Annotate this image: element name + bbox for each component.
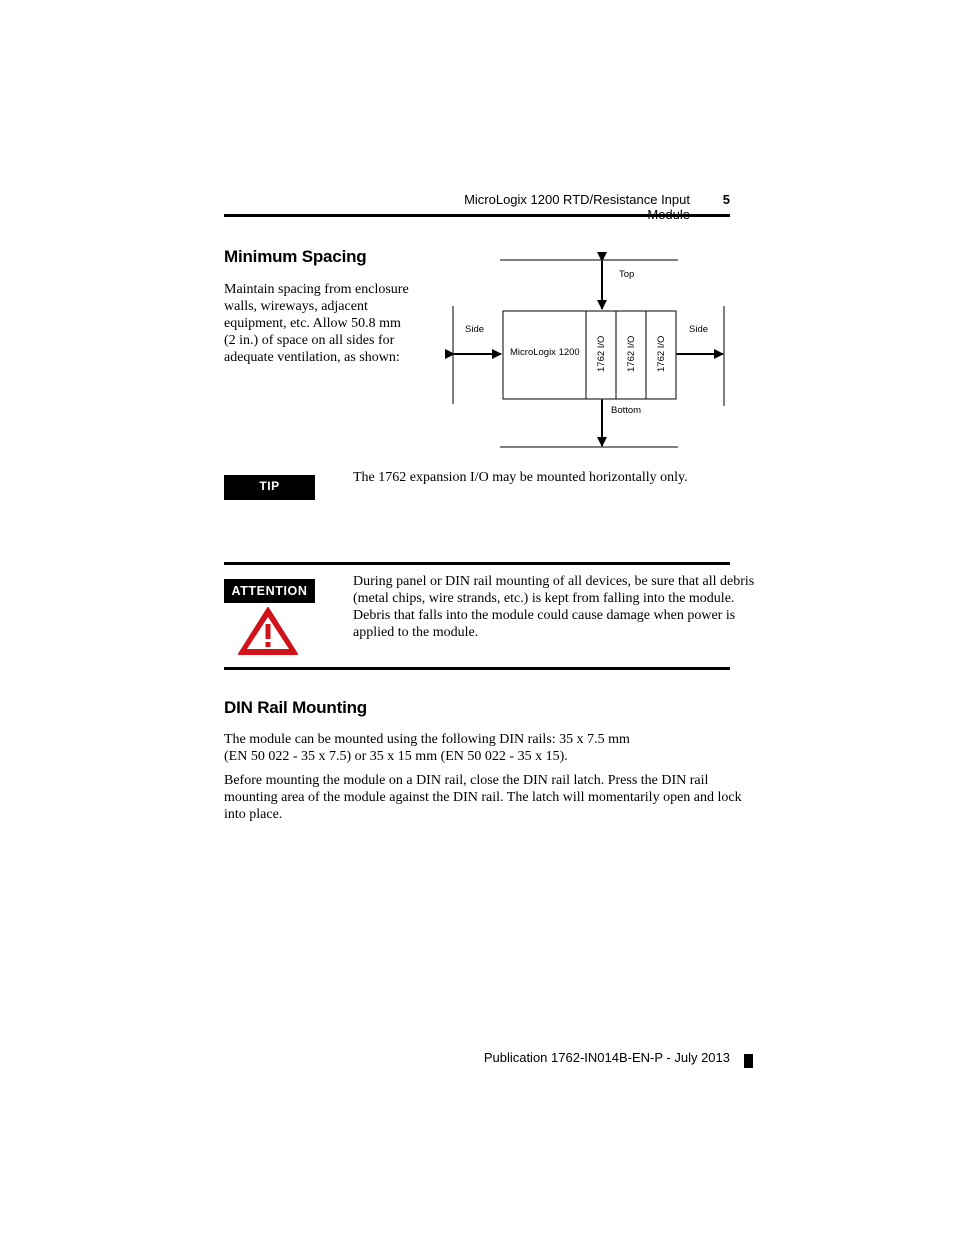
top-label: Top xyxy=(619,269,635,280)
paragraph-line: The module can be mounted using the following DIN rails: 35 x 7.5 mm xyxy=(224,732,630,747)
footer-marker xyxy=(744,1054,753,1068)
running-header-title: MicroLogix 1200 RTD/Resistance Input xyxy=(464,192,690,207)
din-rail-paragraph-1 xyxy=(224,731,630,765)
paragraph-line: walls, wireways, adjacent xyxy=(224,299,368,314)
paragraph-line: adequate ventilation, as shown: xyxy=(224,350,400,365)
attention-line: Debris that falls into the module could cause damage when power is xyxy=(353,608,736,623)
attention-line: (metal chips, wire strands, etc.) is kept from falling into the module. xyxy=(353,591,735,606)
io-module-label: 1762 I/O xyxy=(626,335,637,372)
paragraph-line: Before mounting the module on a DIN rail, close the DIN rail latch. Press the DIN rail xyxy=(224,773,709,788)
attention-bottom-rule xyxy=(224,667,730,670)
paragraph-line: Maintain spacing from enclosure xyxy=(224,282,409,297)
bottom-label: Bottom xyxy=(611,405,642,416)
section-heading-minimum-spacing: Minimum Spacing xyxy=(224,247,367,266)
tip-badge: TIP xyxy=(224,475,315,500)
attention-top-rule xyxy=(224,562,730,565)
paragraph-line: (2 in.) of space on all sides for xyxy=(224,333,395,348)
attention-line: During panel or DIN rail mounting of all devices, be sure that all debris xyxy=(353,574,755,589)
paragraph-line: equipment, etc. Allow 50.8 mm xyxy=(224,316,401,331)
paragraph-line: mounting area of the module against the DIN rail. The latch will momentarily open and lock xyxy=(224,790,742,805)
tip-text: The 1762 expansion I/O may be mounted horizontally only. xyxy=(353,470,688,485)
attention-badge: ATTENTION xyxy=(224,579,315,603)
warning-triangle-icon xyxy=(237,606,299,661)
attention-text xyxy=(353,573,754,641)
din-rail-paragraph-2 xyxy=(224,772,742,823)
publication-footer: Publication 1762-IN014B-EN-P - July 2013 xyxy=(483,1050,730,1065)
section-heading-din-rail-mounting: DIN Rail Mounting xyxy=(224,698,367,717)
paragraph-line: into place. xyxy=(224,807,283,822)
controller-label: MicroLogix 1200 xyxy=(510,347,580,358)
left-side-label: Side xyxy=(465,324,485,335)
right-side-label: Side xyxy=(689,324,709,335)
paragraph-line: (EN 50 022 - 35 x 7.5) or 35 x 15 mm (EN 50 022 - 35 x 15). xyxy=(224,749,568,764)
io-module-label: 1762 I/O xyxy=(656,335,667,372)
io-module-label: 1762 I/O xyxy=(596,335,607,372)
page-number: 5 xyxy=(722,192,730,207)
attention-line: applied to the module. xyxy=(353,625,479,640)
